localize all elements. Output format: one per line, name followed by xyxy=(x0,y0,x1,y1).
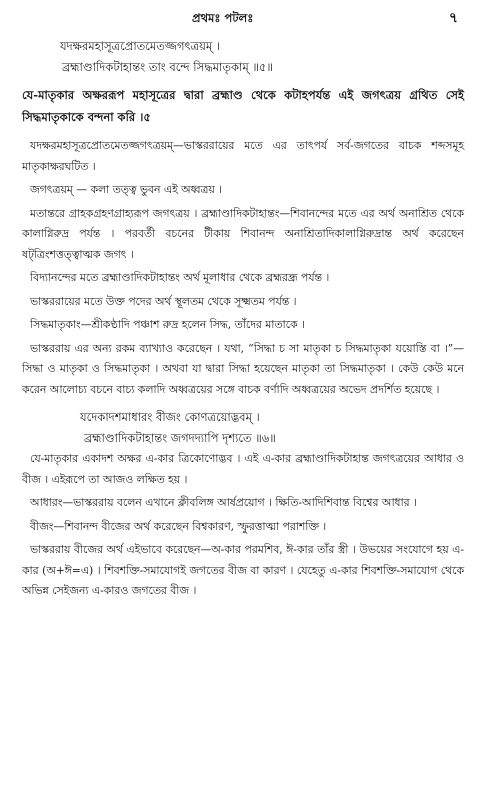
commentary-paragraph: ভাস্কররায়ের মতে উক্ত পদের অর্থ স্থূলতম থেকে সূক্ষ্মতম পর্যন্ত । xyxy=(30,294,297,308)
commentary-paragraph: যদক্ষরমহাসূত্রপ্রোতমেতজ্জগৎত্রয়ম্‌—ভাস্কররায়ের মতে এর তাৎপর্য সর্ব-জগতের বাচক শব্দসমূহ মাতৃকাক্ষরঘটিত । xyxy=(22,139,464,173)
commentary-paragraph: বিদ্যানন্দের মতে ব্রহ্মাণ্ডাদিকটাহান্তং অর্থ মূলাধার থেকে ব্রহ্মরন্ধ্র পর্যন্ত । xyxy=(30,271,330,284)
commentary-paragraph: মতান্তরে গ্রাহকগ্রহণগ্রাহ্যরূপ জগৎত্রয় । ব্রহ্মাণ্ডাদিকটাহান্তং—শিবানন্দের মতে এর অর্থ অনাশ্রিত থেকে কালাগ্নিরুদ্র পর্যন্ত । পরবর্তী বচনের টীকায় শিবানন্দ অনাশ্রিতাদিকালাগ্নিরুদ্রান্ত অর্থ করেছেন ষট্‌ত্রিংশত্তত্ত্বাত্মক জগৎ । xyxy=(22,206,464,261)
commentary-paragraph: যে-মাতৃকার একাদশ অক্ষর এ-কার ত্রিকোণোদ্ভব । এই এ-কার ব্রহ্মাণ্ডাদিকটাহান্ত জগৎত্রয়ের আধার ও বীজ । এইরূপে তা আজও লক্ষিত হয় । xyxy=(22,452,464,486)
verse-6-line-1: যদেকাদশমাধারং বীজং কোণত্রয়োদ্ভবম্‌ । xyxy=(80,410,260,424)
verse-5-translation: যে-মাতৃকার অক্ষররূপ মহাসূত্রের দ্বারা ব্রহ্মাণ্ড থেকে কটাহপর্যন্ত এই জগৎত্রয় গ্রথিত সেই সিদ্ধমাতৃকাকে বন্দনা করি ।৫ xyxy=(22,88,464,124)
verse-6-line-2: ব্রহ্মাণ্ডাদিকটাহান্তং জগদদ্যাপি দৃশ্যতে ॥৬॥ xyxy=(84,431,276,445)
commentary-paragraph: ভাস্কররায় এর অন্য রকম ব্যাখ্যাও করেছেন । যথা, “সিদ্ধা চ সা মাতৃকা চ সিদ্ধমাতৃকা যয়োস্তি বা ।”—সিদ্ধা ও মাতৃকা ও সিদ্ধমাতৃকা । অথবা যা দ্বারা সিদ্ধা হয়েছেন মাতৃকা তা সিদ্ধমাতৃকা । কেউ কেউ মনে করেন আলোচ্য বচনে বাচ্য কলাদি অধ্বত্রয়ের সঙ্গে বাচক বর্ণাদি অধ্বত্রয়ের অভেদ প্রদর্শিত হয়েছে । xyxy=(22,341,464,396)
commentary-paragraph: বীজং—শিবানন্দ বীজের অর্থ করেছেন বিশ্বকারণ, স্ফুরত্তাত্মা পরাশক্তি । xyxy=(30,519,327,533)
page-number: ৭ xyxy=(448,10,458,26)
verse-5-line-1: যদক্ষরমহাসূত্রপ্রোতমেতজ্জগৎত্রয়ম্‌ । xyxy=(60,39,221,53)
chapter-title: প্রথমঃ পটলঃ xyxy=(192,11,254,25)
commentary-paragraph: আধারং—ভাস্কররায় বলেন এখানে ক্লীবলিঙ্গ আর্ষপ্রয়োগ । ক্ষিতি-আদিশিবান্ত বিশ্বের আধার । xyxy=(30,496,417,509)
page-header xyxy=(22,6,464,28)
commentary-paragraph: জগৎত্রয়ম্‌ — কলা তত্ত্ব ভুবন এই অধ্বত্রয় । xyxy=(30,183,223,196)
commentary-paragraph: সিদ্ধমাতৃকাং—শ্রীকণ্ঠাদি পঞ্চাশ রুদ্র হলেন সিদ্ধ, তাঁদের মাতাকে । xyxy=(30,318,305,331)
commentary-paragraph: ভাস্কররায় বীজের অর্থ এইভাবে করেছেন—অ-কার পরমশিব, ঈ-কার তাঁর স্ত্রী । উভয়ের সংযোগে হয় এ-কার (অ+ঈ=এ) । শিবশক্তি-সমাযোগই জগতের বীজ বা কারণ । যেহেতু এ-কার শিবশক্তি-সমাযোগ থেকে অভিন্ন সেইজন্য এ-কারও জগতের বীজ । xyxy=(22,543,464,597)
verse-5-line-2: ব্রহ্মাণ্ডাদিকটাহান্তং তাং বন্দে সিদ্ধমাতৃকাম্‌ ॥৫॥ xyxy=(62,60,273,74)
